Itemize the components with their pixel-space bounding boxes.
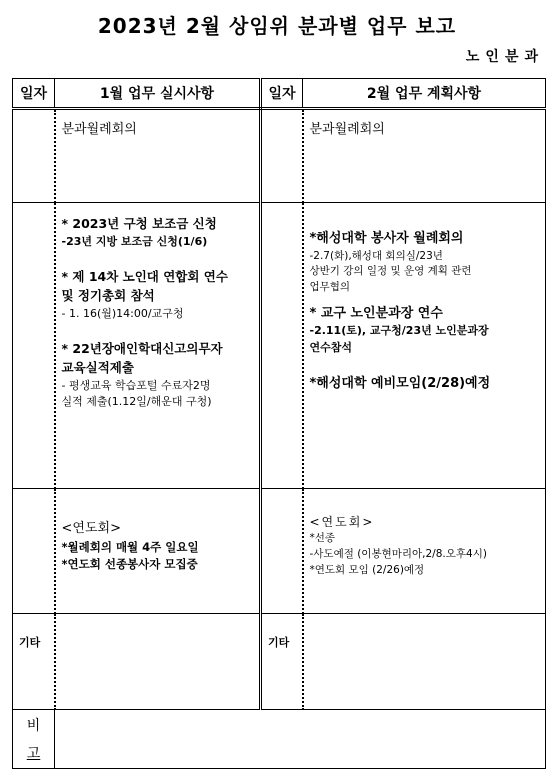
department-label: 노인분과 (465, 49, 544, 65)
header-row (13, 79, 546, 109)
february-plans-cell (303, 203, 546, 489)
yeondohoe-line: *선종 (309, 532, 336, 544)
february-plans (304, 203, 546, 398)
plan-line: 업무협의 (309, 281, 351, 293)
plan-line: 연수참석 (309, 340, 353, 354)
page-title: 2023년 2월 상임위 분과별 업무 보고 (97, 14, 457, 38)
others-label-right: 기타 (268, 636, 290, 649)
date-cell (13, 203, 55, 489)
row-activities (13, 203, 546, 489)
remarks-content-cell (55, 710, 546, 769)
yeondohoe-line: <연도회> (61, 521, 121, 536)
january-activities-cell (55, 203, 261, 489)
others-label-left: 기타 (19, 636, 41, 649)
february-yeondohoe (304, 489, 546, 582)
january-yeondohoe-cell (55, 489, 261, 614)
remarks-char-2: 고 (26, 746, 41, 762)
february-yeondohoe-cell (303, 489, 546, 614)
activity-line: * 2023년 구청 보조금 신청 (61, 216, 217, 231)
yeondohoe-line: <연도회> (309, 515, 375, 529)
others-label-cell (261, 614, 303, 710)
plan-line: -2.7(화),해성대 회의실/23년 (309, 249, 443, 262)
plan-line: *해성대학 예비모임(2/28)예정 (309, 376, 491, 392)
remarks-label (13, 710, 54, 768)
plan-line: *해성대학 봉사자 월례회의 (309, 231, 464, 246)
yeondohoe-line: -사도예절 (이봉현마리아,2/8.오후4시) (309, 547, 487, 560)
activity-line: - 1. 16(월)14:00/교구청 (61, 306, 184, 320)
january-others-cell (55, 614, 261, 710)
report-table (12, 78, 546, 769)
february-cell (303, 109, 546, 203)
remarks-char-1: 비 (26, 718, 41, 734)
header-january-done: 1월 업무 실시사항 (55, 79, 261, 109)
yeondohoe-line: *연도회 모임 (2/26)예정 (309, 563, 425, 576)
header-february-plan: 2월 업무 계획사항 (303, 79, 546, 109)
activity-line: * 제 14차 노인대 연합회 연수 (61, 269, 228, 285)
activity-line: 및 정기총회 참석 (61, 288, 155, 303)
row-yeondohoe (13, 489, 546, 614)
plan-line: * 교구 노인분과장 연수 (309, 305, 443, 321)
january-cell (55, 109, 261, 203)
header-date-1: 일자 (13, 79, 55, 109)
remarks-label-cell (13, 710, 55, 769)
activity-line: 실적 제출(1.12일/해운대 구청) (61, 395, 212, 409)
activity-line: - 평생교육 학습포털 수료자2명 (61, 378, 211, 392)
january-yeondohoe (56, 489, 260, 577)
yeondohoe-line: *연도회 선종봉사자 모집중 (61, 556, 198, 571)
plan-line: -2.11(토), 교구청/23년 노인분과장 (309, 324, 489, 338)
january-monthly-meeting: 분과월례회의 (61, 122, 137, 137)
date-cell (261, 489, 303, 614)
date-cell (13, 109, 55, 203)
date-cell (13, 489, 55, 614)
activity-line: -23년 지방 보조금 신청(1/6) (61, 234, 208, 248)
february-others-cell (303, 614, 546, 710)
plan-line: 상반기 강의 일정 및 운영 계획 관련 (309, 265, 472, 278)
row-remarks (13, 710, 546, 769)
header-date-2: 일자 (261, 79, 303, 109)
activity-line: 교육실적제출 (61, 360, 134, 375)
january-activities (56, 203, 260, 415)
row-monthly-meeting (13, 109, 546, 203)
activity-line: * 22년장애인학대신고의무자 (61, 341, 223, 357)
others-label-cell (13, 614, 55, 710)
row-others (13, 614, 546, 710)
date-cell (261, 203, 303, 489)
date-cell (261, 109, 303, 203)
yeondohoe-line: *월례회의 매월 4주 일요일 (61, 539, 199, 554)
february-monthly-meeting: 분과월례회의 (309, 122, 385, 137)
